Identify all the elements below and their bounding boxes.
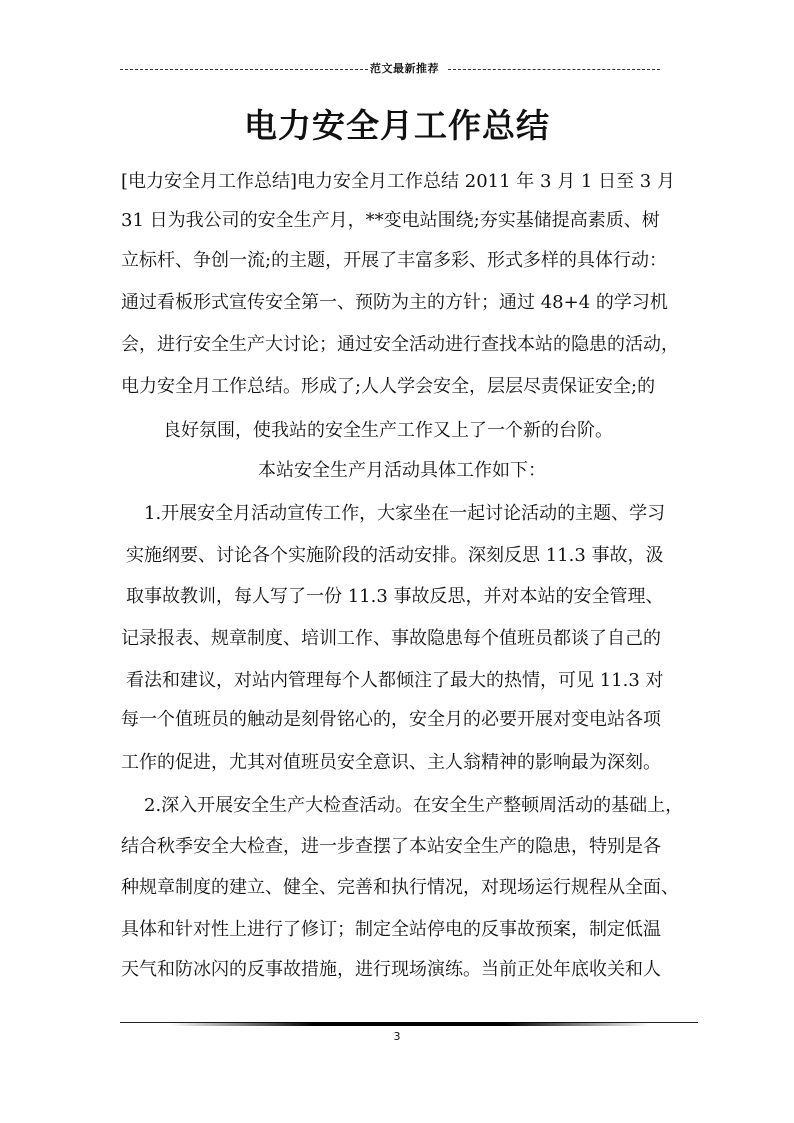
body-line: 实施纲要、讨论各个实施阶段的活动安排。深刻反思 11.3 事故，汲 — [126, 545, 664, 566]
page-header — [120, 62, 660, 76]
body-line: 具体和针对性上进行了修订；制定全站停电的反事故预案，制定低温 — [121, 919, 661, 940]
header-label: 范文最新推荐 — [370, 62, 439, 75]
body-line: 会，进行安全生产大讨论；通过安全活动进行查找本站的隐患的活动， — [121, 334, 679, 355]
document-title: 电力安全月工作总结 — [244, 106, 550, 145]
body-line: 工作的促进，尤其对值班员安全意识、主人翁精神的影响最为深刻。 — [121, 752, 661, 773]
body-line: 取事故教训，每人写了一份 11.3 事故反思，并对本站的安全管理、 — [126, 586, 664, 607]
body-line: 本站安全生产月活动具体工作如下： — [258, 460, 546, 481]
body-line: [电力安全月工作总结]电力安全月工作总结 2011 年 3 月 1 日至 3 月 — [121, 171, 675, 192]
body-line: 31 日为我公司的安全生产月，**变电站围绕;夯实基储提高素质、树 — [121, 210, 660, 231]
body-line: 每一个值班员的触动是刻骨铭心的，安全月的必要开展对变电站各项 — [121, 709, 661, 730]
body-line: 结合秋季安全大检查，进一步查摆了本站安全生产的隐患，特别是各 — [121, 836, 661, 857]
body-line: 通过看板形式宣传安全第一、预防为主的方针；通过 48+4 的学习机 — [121, 292, 668, 313]
body-line: 电力安全月工作总结。形成了;人人学会安全，层层尽责保证安全;的 — [121, 376, 656, 397]
body-line: 良好氛围，使我站的安全生产工作又上了一个新的台阶。 — [163, 420, 613, 441]
header-dashed-rule-right — [448, 69, 660, 70]
body-line: 记录报表、规章制度、培训工作、事故隐患每个值班员都谈了自己的 — [121, 628, 661, 649]
body-line: 看法和建议，对站内管理每个人都倾注了最大的热情，可见 11.3 对 — [126, 670, 664, 691]
body-line: 2.深入开展安全生产大检查活动。在安全生产整顿周活动的基础上， — [144, 795, 684, 816]
body-line: 天气和防冰闪的反事故措施，进行现场演练。当前正处年底收关和人 — [121, 959, 661, 980]
body-line: 1.开展安全月活动宣传工作，大家坐在一起讨论活动的主题、学习 — [144, 503, 666, 524]
body-line: 立标杆、争创一流;的主题，开展了丰富多彩、形式多样的具体行动： — [121, 250, 668, 271]
body-line: 种规章制度的建立、健全、完善和执行情况，对现场运行规程从全面、 — [121, 877, 679, 898]
header-dashed-rule-left — [120, 69, 368, 70]
footer-thick-rule — [170, 1022, 650, 1026]
page-number: 3 — [393, 1030, 401, 1043]
